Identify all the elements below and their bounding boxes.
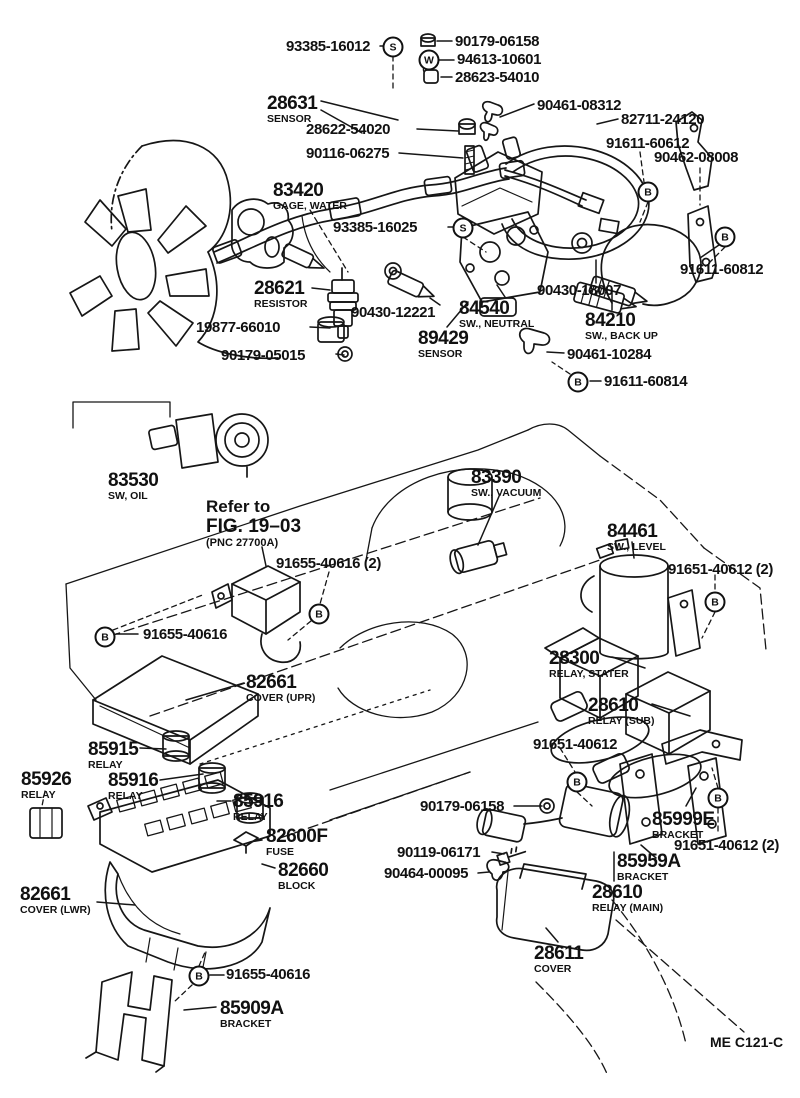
part-description: RELAY (SUB)	[588, 715, 655, 728]
part-label-90430-12221	[351, 305, 435, 320]
part-label-83530	[108, 471, 158, 502]
part-description: SW., LEVEL	[607, 541, 666, 554]
part-number: 82660	[278, 860, 329, 881]
part-number: 85916	[108, 770, 159, 791]
part-label-94613-10601	[457, 52, 541, 67]
part-number: 91611-60814	[604, 373, 688, 390]
part-description: COVER (UPR)	[246, 692, 316, 705]
part-number: 83420	[273, 180, 324, 201]
part-label-91655-40616	[143, 627, 227, 642]
fastener-marker-w-icon: W	[419, 50, 440, 71]
part-label-85909a	[220, 999, 284, 1030]
part-description: SW, OIL	[108, 490, 148, 503]
fastener-marker-b-icon: B	[705, 592, 726, 613]
part-number: 85909A	[220, 998, 284, 1019]
part-number: 91651-40612	[533, 736, 618, 753]
part-label-19877-66010	[196, 320, 280, 335]
fastener-marker-b-icon: B	[189, 966, 210, 987]
part-label-28610	[588, 696, 655, 727]
reference-note-line2: FIG. 19–03	[206, 516, 302, 537]
part-description: RELAY, STATER	[549, 668, 629, 681]
part-label-90116-06275	[306, 146, 389, 161]
part-label-85915	[88, 740, 138, 771]
part-number: 94613-10601	[457, 51, 542, 68]
part-description: RESISTOR	[254, 298, 308, 311]
part-label-93385-16025	[333, 220, 417, 235]
part-number: 90430-18007	[537, 282, 622, 299]
fastener-marker-b-icon: B	[708, 788, 729, 809]
part-label-90461-10284	[567, 347, 651, 362]
part-label-82600f	[266, 827, 327, 858]
part-number: 82661	[246, 672, 297, 693]
part-label-90464-00095	[384, 866, 468, 881]
part-number: 91611-60612	[606, 135, 690, 152]
part-number: 85915	[88, 739, 139, 760]
part-description: BLOCK	[278, 880, 316, 893]
part-label-85916	[233, 792, 283, 823]
part-number: 93385-16012	[286, 38, 371, 55]
part-number: 28610	[592, 882, 643, 903]
part-label-28300	[549, 649, 629, 680]
part-label-83420	[273, 181, 347, 212]
part-label-82711-24120	[621, 112, 704, 127]
part-label-91655-40616-2-	[276, 556, 381, 571]
part-number: 90179-06158	[455, 33, 540, 50]
part-number: 91651-40612 (2)	[674, 837, 779, 854]
fastener-marker-b-icon: B	[567, 772, 588, 793]
part-description: BRACKET	[652, 829, 704, 842]
part-label-90179-05015	[221, 348, 305, 363]
part-number: 89429	[418, 328, 469, 349]
part-number: 90464-00095	[384, 865, 469, 882]
part-label-91655-40616	[226, 967, 310, 982]
part-description: RELAY	[21, 789, 56, 802]
part-label-28621	[254, 279, 307, 310]
part-number: 90461-10284	[567, 346, 652, 363]
part-label-91651-40612-2-	[668, 562, 773, 577]
part-number: 90462-08008	[654, 149, 739, 166]
part-label-82661	[246, 673, 315, 704]
part-label-84461	[607, 522, 666, 553]
part-number: 84461	[607, 521, 658, 542]
fastener-marker-b-icon: B	[568, 372, 589, 393]
part-description: BRACKET	[617, 871, 669, 884]
part-number: 82711-24120	[621, 111, 705, 128]
part-number: 85959A	[617, 851, 681, 872]
part-number: 85999E	[652, 809, 715, 830]
fastener-marker-b-icon: B	[95, 627, 116, 648]
part-description: RELAY	[88, 759, 123, 772]
part-number: 91655-40616	[143, 626, 228, 643]
part-number: 28622-54020	[306, 121, 391, 138]
part-label-82660	[278, 861, 328, 892]
part-description: COVER (LWR)	[20, 904, 91, 917]
part-label-90179-06158	[455, 34, 539, 49]
part-label-89429	[418, 329, 468, 360]
part-label-90119-06171	[397, 845, 480, 860]
part-number: 84540	[459, 298, 510, 319]
part-number: 83530	[108, 470, 159, 491]
part-label-82661	[20, 885, 91, 916]
part-number: 91655-40616	[226, 966, 311, 983]
part-number: 93385-16025	[333, 219, 418, 236]
part-description: RELAY (MAIN)	[592, 902, 664, 915]
part-description: GAGE, WATER	[273, 200, 347, 213]
part-label-91611-60814	[604, 374, 687, 389]
fastener-marker-s-icon: S	[453, 218, 474, 239]
reference-note-line1: Refer to	[206, 497, 271, 516]
part-label-83390	[471, 468, 541, 499]
part-label-90462-08008	[654, 150, 738, 165]
part-label-28611	[534, 944, 583, 975]
part-description: SW., BACK UP	[585, 330, 658, 343]
part-label-90179-06158	[420, 799, 504, 814]
part-number: 28300	[549, 648, 600, 669]
part-number: 28611	[534, 943, 584, 964]
fastener-marker-b-icon: B	[715, 227, 736, 248]
part-description: RELAY	[108, 790, 143, 803]
fastener-marker-s-icon: S	[383, 37, 404, 58]
part-number: 83390	[471, 467, 522, 488]
part-number: 82600F	[266, 826, 328, 847]
part-number: 91611-60812	[680, 261, 764, 278]
part-number: 90430-12221	[351, 304, 436, 321]
part-number: 85926	[21, 769, 72, 790]
part-label-28622-54020	[306, 122, 390, 137]
part-number: 82661	[20, 884, 71, 905]
part-description: SENSOR	[267, 113, 312, 126]
part-number: 84210	[585, 310, 636, 331]
part-label-84540	[459, 299, 534, 330]
part-number: 28623-54010	[455, 69, 540, 86]
fastener-marker-b-icon: B	[309, 604, 330, 625]
part-number: 90179-06158	[420, 798, 505, 815]
part-label-93385-16012	[286, 39, 370, 54]
part-label-91651-40612	[533, 737, 617, 752]
part-label-28610	[592, 883, 663, 914]
part-description: FUSE	[266, 846, 295, 859]
part-label-84210	[585, 311, 658, 342]
part-number: 19877-66010	[196, 319, 281, 336]
part-label-85916	[108, 771, 158, 802]
reference-note	[206, 498, 301, 549]
part-description: BRACKET	[220, 1018, 272, 1031]
part-description: SENSOR	[418, 348, 463, 361]
part-label-90430-18007	[537, 283, 621, 298]
part-description: SW., NEUTRAL	[459, 318, 535, 331]
part-number: 90179-05015	[221, 347, 306, 364]
part-label-91611-60812	[680, 262, 763, 277]
part-description: COVER	[534, 963, 572, 976]
part-number: 28631	[267, 93, 318, 114]
page-code: ME C121-C	[710, 1034, 784, 1050]
part-description: RELAY	[233, 811, 268, 824]
part-number: 91655-40616 (2)	[276, 555, 381, 572]
fastener-marker-b-icon: B	[638, 182, 659, 203]
part-label-85926	[21, 770, 71, 801]
reference-note-line3: (PNC 27700A)	[206, 537, 279, 549]
part-label-28623-54010	[455, 70, 539, 85]
part-number: 90116-06275	[306, 145, 390, 162]
part-number: 85916	[233, 791, 284, 812]
part-number: 28621	[254, 278, 305, 299]
part-number: 90461-08312	[537, 97, 622, 114]
part-label-90461-08312	[537, 98, 621, 113]
part-number: 90119-06171	[397, 844, 481, 861]
part-label-85959a	[617, 852, 681, 883]
part-number: 28610	[588, 695, 639, 716]
part-description: SW., VACUUM	[471, 487, 542, 500]
part-number: 91651-40612 (2)	[668, 561, 773, 578]
part-label-91651-40612-2-	[674, 838, 779, 853]
